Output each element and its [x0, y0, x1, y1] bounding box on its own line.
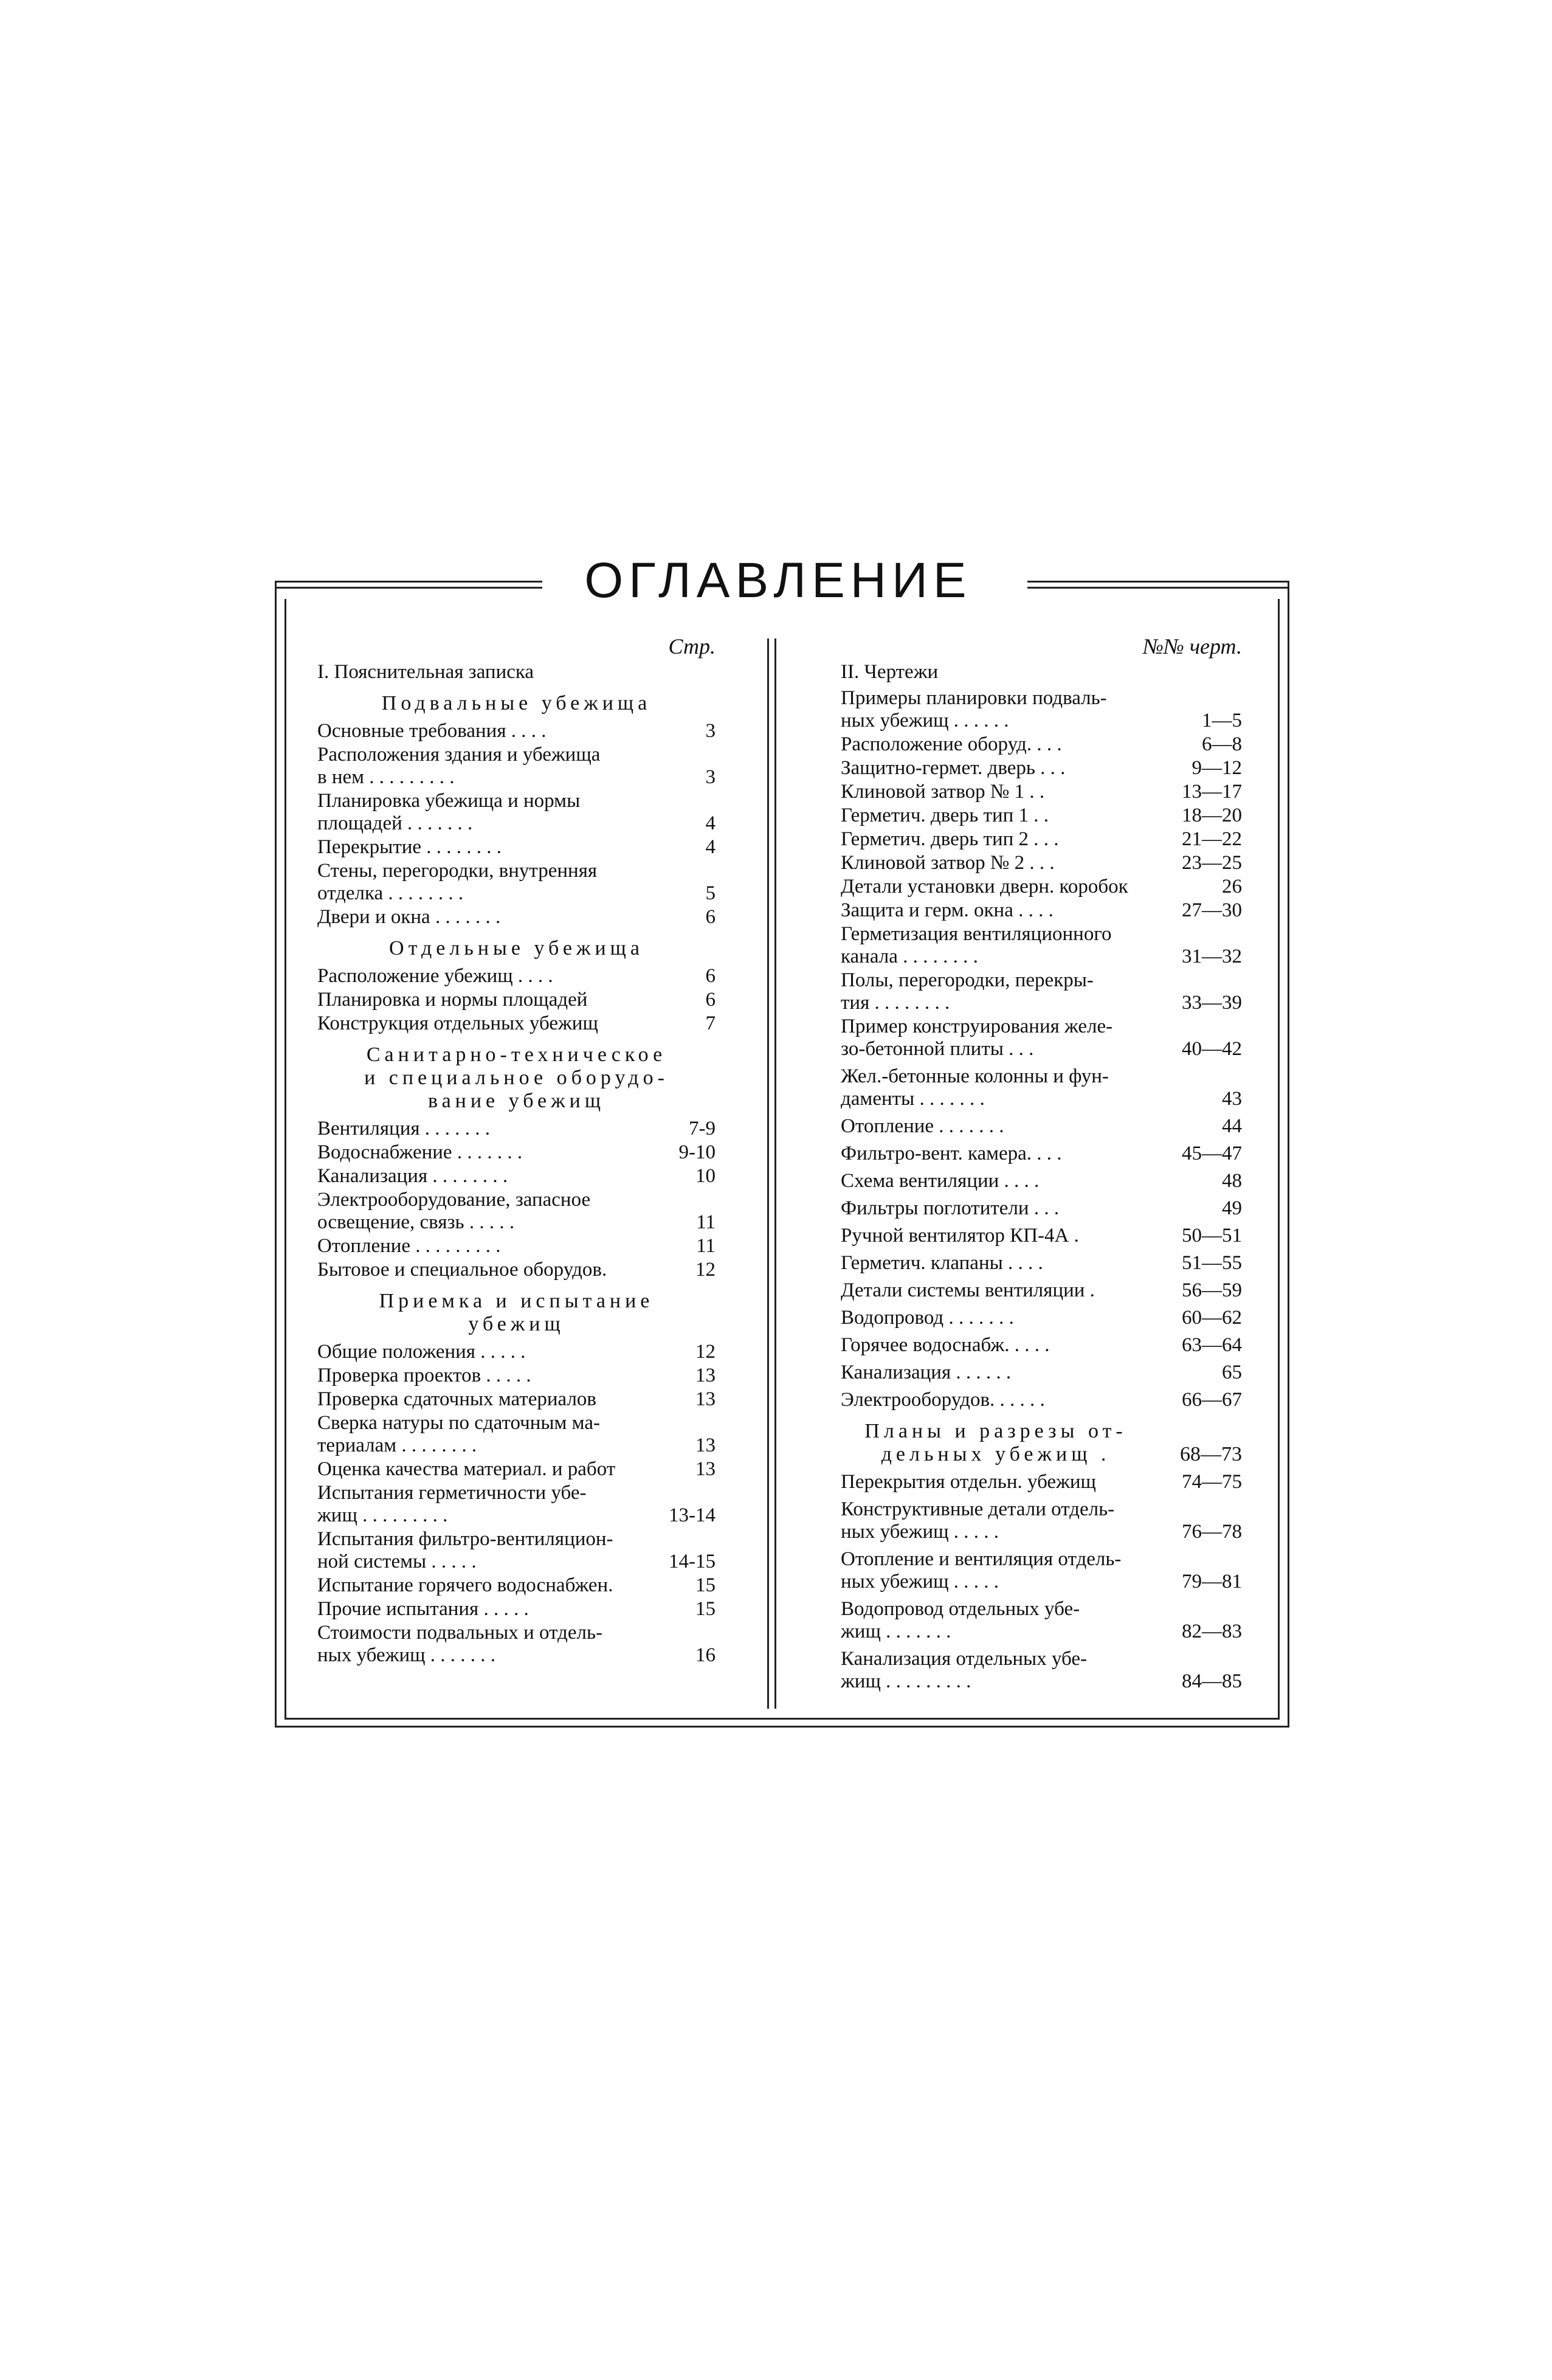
toc-entry-label: Конструкция отдельных убежищ	[317, 1012, 598, 1034]
toc-entry-page: 45—47	[1182, 1143, 1242, 1164]
toc-entry-page: 11	[696, 1235, 716, 1257]
toc-entry	[317, 860, 716, 905]
toc-entry-page: 3	[705, 720, 716, 742]
toc-entry	[841, 1252, 1242, 1275]
frame-right	[1288, 581, 1289, 1727]
toc-entry-page: 44	[1222, 1115, 1242, 1137]
toc-entry-label: Клиновой затвор № 1 . .	[841, 781, 1045, 803]
toc-entry-label: Полы, перегородки, перекры- тия . . . . . . . .	[841, 969, 1094, 1014]
toc-entry-label: Детали системы вентиляции .	[841, 1279, 1095, 1301]
toc-entry-label: Герметич. дверь тип 2 . . .	[841, 828, 1059, 850]
toc-entry	[317, 906, 716, 929]
toc-entry-label: Двери и окна . . . . . . .	[317, 906, 501, 928]
toc-entry-page: 51—55	[1182, 1252, 1242, 1274]
toc-entry-label: Канализация отдельных убе- жищ . . . . . . . . .	[841, 1648, 1088, 1692]
toc-entry-page: 66—67	[1182, 1389, 1242, 1411]
toc-entry-page: 18—20	[1182, 804, 1242, 826]
toc-entry-label: Защита и герм. окна . . . .	[841, 899, 1054, 921]
toc-entry	[841, 923, 1242, 968]
toc-entry-page: 56—59	[1182, 1279, 1242, 1301]
toc-entry	[317, 1388, 716, 1411]
toc-entry-label: Герметич. клапаны . . . .	[841, 1252, 1043, 1274]
toc-entry-page: 11	[696, 1211, 716, 1233]
right-column-header: №№ черт.	[1142, 634, 1242, 659]
toc-entry-page: 6	[705, 965, 716, 987]
column-divider-2	[774, 638, 776, 1709]
frame-left	[275, 581, 277, 1727]
toc-entry	[841, 1648, 1242, 1693]
toc-entry-page: 5	[705, 882, 716, 904]
toc-entry-page: 13	[695, 1365, 716, 1386]
toc-entry-page: 6	[705, 989, 716, 1011]
toc-entry-page: 33—39	[1182, 992, 1242, 1014]
toc-entry	[841, 1307, 1242, 1329]
toc-entry-label: Водоснабжение . . . . . . .	[317, 1141, 523, 1163]
toc-entry-label: Электрооборудов. . . . . .	[841, 1389, 1045, 1411]
toc-entry-page: 50—51	[1182, 1225, 1242, 1247]
section-title-right: II. Чертежи	[841, 661, 939, 683]
toc-entry-page: 10	[695, 1165, 716, 1187]
toc-entry-label: Жел.-бетонные колонны и фун- даменты . . . . . . .	[841, 1065, 1109, 1110]
toc-entry-page: 31—32	[1182, 946, 1242, 967]
toc-entry	[841, 1361, 1242, 1384]
toc-entry	[317, 1118, 716, 1140]
toc-entry-page: 76—78	[1182, 1521, 1242, 1543]
toc-entry	[317, 989, 716, 1011]
toc-entry-label: Стены, перегородки, внутренняя отделка . . . . . . . .	[317, 860, 598, 904]
toc-entry-label: Клиновой затвор № 2 . . .	[841, 852, 1055, 874]
frame-bottom-inner	[285, 1718, 1280, 1720]
toc-entry-label: Основные требования . . . .	[317, 720, 547, 742]
toc-entry-page: 13	[695, 1458, 716, 1480]
toc-entry	[841, 1389, 1242, 1411]
toc-entry	[317, 1189, 716, 1234]
toc-entry	[841, 1471, 1242, 1493]
toc-entry-label: Конструктивные детали отдель- ных убежищ . . . . .	[841, 1498, 1115, 1543]
toc-entry	[317, 1259, 716, 1281]
toc-entry-label: Общие положения . . . . .	[317, 1341, 526, 1363]
frame-bottom	[275, 1726, 1289, 1728]
toc-entry-label: Схема вентиляции . . . .	[841, 1170, 1040, 1192]
group-title: Санитарно-техническое и специальное оборудо- вание убежищ	[364, 1043, 669, 1112]
toc-entry	[317, 1165, 716, 1188]
toc-entry-page: 48	[1222, 1170, 1242, 1192]
toc-entry-label: Пример конструирования желе- зо-бетонной плиты . . .	[841, 1015, 1113, 1060]
toc-entry-label: Прочие испытания . . . . .	[317, 1598, 529, 1620]
right-items	[841, 687, 1242, 1411]
toc-entry-label: Водопровод . . . . . . .	[841, 1307, 1014, 1329]
title-rule-right	[1027, 581, 1289, 583]
toc-entry-label: Планировка и нормы площадей	[317, 989, 588, 1011]
toc-entry-label: Фильтро-вент. камера. . . .	[841, 1143, 1062, 1164]
toc-entry-label: Водопровод отдельных убе- жищ . . . . . . .	[841, 1598, 1080, 1642]
toc-entry-page: 23—25	[1182, 852, 1242, 874]
toc-entry-label: Отопление . . . . . . . . .	[317, 1235, 501, 1257]
toc-entry	[841, 899, 1242, 922]
toc-entry-label: Отопление и вентиляция отдель- ных убежищ . . . . .	[841, 1548, 1122, 1593]
toc-entry-page: 13-14	[669, 1504, 716, 1526]
toc-entry-page: 84—85	[1182, 1670, 1242, 1692]
toc-entry-label: Расположение оборуд. . . .	[841, 733, 1062, 755]
title-rule-right-2	[1027, 587, 1289, 589]
toc-entry-page: 21—22	[1182, 828, 1242, 850]
toc-entry	[841, 1143, 1242, 1165]
toc-entry-page: 65	[1222, 1361, 1242, 1383]
toc-entry	[317, 1574, 716, 1597]
toc-entry-label: Канализация . . . . . .	[841, 1361, 1012, 1383]
toc-entry-label: Примеры планировки подваль- ных убежищ . . . . . .	[841, 687, 1107, 732]
toc-entry-label: Герметич. дверь тип 1 . .	[841, 804, 1049, 826]
toc-entry-page: 27—30	[1182, 899, 1242, 921]
toc-entry	[841, 1225, 1242, 1247]
toc-entry-page: 40—42	[1182, 1038, 1242, 1060]
toc-entry-label: Стоимости подвальных и отдель- ных убежищ . . . . . . .	[317, 1622, 602, 1666]
toc-entry	[841, 828, 1242, 851]
group-title: Подвальные убежища	[381, 692, 652, 714]
toc-entry-label: Расположение убежищ . . . .	[317, 965, 553, 987]
toc-entry-label: Испытание горячего водоснабжен.	[317, 1574, 613, 1596]
toc-entry-label: Сверка натуры по сдаточным ма- териалам . . . . . . . .	[317, 1412, 600, 1456]
toc-entry-page: 6	[705, 906, 716, 928]
toc-entry-page: 9—12	[1192, 757, 1242, 779]
toc-entry-page: 74—75	[1182, 1471, 1242, 1493]
toc-entry-page: 1—5	[1202, 710, 1242, 732]
toc-entry	[841, 1170, 1242, 1192]
toc-entry-page: 79—81	[1182, 1571, 1242, 1593]
left-groups	[317, 692, 716, 1667]
toc-entry-page: 6—8	[1202, 733, 1242, 755]
toc-entry	[317, 1598, 716, 1621]
toc-entry	[841, 733, 1242, 756]
toc-entry-label: Проверка сдаточных материалов	[317, 1388, 597, 1410]
toc-entry	[841, 1598, 1242, 1643]
right-column	[841, 635, 1242, 1694]
toc-entry-label: Оценка качества материал. и работ	[317, 1458, 616, 1480]
toc-entry-page: 15	[695, 1598, 716, 1620]
toc-entry	[317, 1412, 716, 1457]
page-title: ОГЛАВЛЕНИЕ	[584, 553, 972, 608]
toc-entry-page: 4	[705, 836, 716, 858]
toc-entry	[317, 744, 716, 789]
plans-group-page: 68—73	[1180, 1443, 1242, 1465]
toc-entry	[841, 687, 1242, 732]
toc-entry-label: Бытовое и специальное оборудов.	[317, 1259, 607, 1281]
toc-entry	[841, 876, 1242, 898]
frame-left-inner	[285, 599, 286, 1718]
plans-group-title	[841, 1420, 1242, 1466]
toc-entry	[317, 720, 716, 742]
toc-entry	[317, 790, 716, 835]
toc-entry-label: Горячее водоснабж. . . . .	[841, 1334, 1050, 1356]
toc-entry-label: Фильтры поглотители . . .	[841, 1197, 1060, 1219]
toc-entry-label: Канализация . . . . . . . .	[317, 1165, 508, 1187]
toc-entry-label: Проверка проектов . . . . .	[317, 1365, 531, 1386]
toc-entry-page: 7-9	[689, 1118, 716, 1140]
toc-entry	[317, 1012, 716, 1035]
toc-entry	[317, 836, 716, 859]
group-title: Приемка и испытание убежищ	[379, 1290, 654, 1335]
toc-entry-label: Электрооборудование, запасное освещение, связь . . . . .	[317, 1189, 591, 1233]
toc-entry-page: 7	[705, 1012, 716, 1034]
toc-entry-page: 26	[1222, 876, 1242, 898]
toc-entry	[841, 1065, 1242, 1110]
toc-entry	[841, 804, 1242, 827]
toc-entry-label: Отопление . . . . . . .	[841, 1115, 1004, 1137]
toc-entry	[841, 1279, 1242, 1302]
toc-entry-page: 13	[695, 1388, 716, 1410]
toc-entry-page: 60—62	[1182, 1307, 1242, 1329]
toc-entry	[841, 1015, 1242, 1060]
toc-entry	[317, 1141, 716, 1164]
toc-entry	[317, 965, 716, 988]
toc-entry-label: Герметизация вентиляционного канала . . . . . . . .	[841, 923, 1112, 967]
plans-group-label: Планы и разрезы от- дельных убежищ .	[864, 1420, 1127, 1465]
left-column	[317, 635, 716, 1668]
toc-entry-page: 13—17	[1182, 781, 1242, 803]
toc-entry-page: 4	[705, 812, 716, 834]
toc-entry	[317, 1458, 716, 1481]
toc-entry-label: Защитно-гермет. дверь . . .	[841, 757, 1066, 779]
left-column-header: Стр.	[668, 634, 716, 659]
title-rule-left-2	[275, 587, 542, 589]
group-title: Отдельные убежища	[389, 937, 644, 960]
toc-entry-page: 49	[1222, 1197, 1242, 1219]
toc-entry-page: 3	[705, 766, 716, 788]
toc-entry	[317, 1528, 716, 1573]
toc-entry-page: 43	[1222, 1088, 1242, 1110]
toc-entry-page: 14-15	[669, 1551, 716, 1572]
toc-entry	[841, 1115, 1242, 1138]
toc-entry-label: Испытания герметичности убе- жищ . . . . . . . . .	[317, 1482, 587, 1526]
toc-entry-label: Вентиляция . . . . . . .	[317, 1118, 491, 1140]
toc-entry	[317, 1365, 716, 1387]
title-rule-left	[275, 581, 542, 583]
toc-entry-label: Расположения здания и убежища в нем . . . . . . . . .	[317, 744, 601, 788]
toc-entry	[317, 1341, 716, 1363]
toc-entry	[841, 852, 1242, 874]
toc-entry	[317, 1235, 716, 1257]
toc-entry-page: 12	[695, 1341, 716, 1363]
toc-entry-label: Детали установки дверн. коробок	[841, 876, 1128, 898]
toc-entry-page: 13	[695, 1434, 716, 1456]
toc-entry	[841, 757, 1242, 780]
toc-entry-label: Испытания фильтро-вентиляцион- ной системы . . . . .	[317, 1528, 613, 1572]
section-title-left: I. Пояснительная записка	[317, 661, 534, 683]
toc-entry	[841, 1197, 1242, 1220]
toc-entry-page: 16	[695, 1644, 716, 1666]
toc-entry	[841, 1548, 1242, 1593]
toc-entry-label: Перекрытия отдельн. убежищ	[841, 1471, 1096, 1493]
toc-entry-label: Ручной вентилятор КП-4А .	[841, 1225, 1079, 1247]
toc-entry-label: Планировка убежища и нормы площадей . . . . . . .	[317, 790, 581, 834]
toc-entry	[317, 1482, 716, 1527]
toc-entry-page: 9-10	[678, 1141, 716, 1163]
toc-entry-page: 63—64	[1182, 1334, 1242, 1356]
column-divider-1	[767, 638, 769, 1709]
toc-entry-page: 82—83	[1182, 1621, 1242, 1642]
toc-entry-page: 15	[695, 1574, 716, 1596]
frame-right-inner	[1278, 599, 1280, 1718]
toc-entry	[841, 781, 1242, 803]
plans-items	[841, 1471, 1242, 1693]
toc-entry	[841, 969, 1242, 1014]
toc-entry	[317, 1622, 716, 1667]
toc-entry-label: Перекрытие . . . . . . . .	[317, 836, 502, 858]
toc-entry	[841, 1334, 1242, 1357]
toc-entry-page: 12	[695, 1259, 716, 1281]
toc-entry	[841, 1498, 1242, 1543]
